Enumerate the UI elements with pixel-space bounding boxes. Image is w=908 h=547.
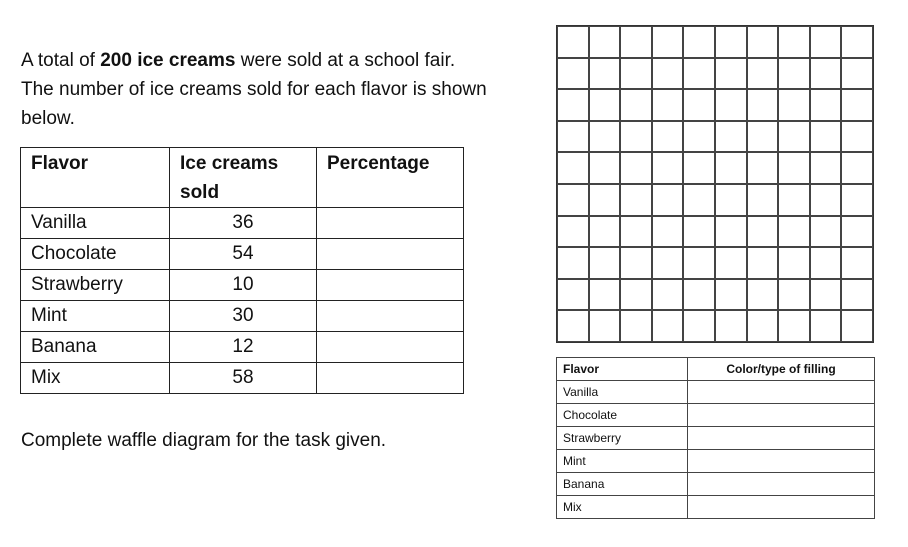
waffle-cell[interactable]: [778, 247, 810, 279]
waffle-cell[interactable]: [715, 26, 747, 58]
waffle-cell[interactable]: [589, 216, 621, 248]
waffle-cell[interactable]: [715, 310, 747, 342]
legend-row: [557, 496, 875, 519]
waffle-cell[interactable]: [620, 152, 652, 184]
legend-header-filling: Color/type of filling: [688, 358, 875, 381]
waffle-cell[interactable]: [747, 310, 779, 342]
legend-flavor: Chocolate: [557, 404, 688, 427]
legend-row: [557, 381, 875, 404]
waffle-cell[interactable]: [810, 279, 842, 311]
waffle-cell[interactable]: [589, 279, 621, 311]
waffle-cell[interactable]: [557, 247, 589, 279]
waffle-cell[interactable]: [841, 279, 873, 311]
header-flavor: Flavor: [21, 148, 170, 208]
waffle-cell[interactable]: [841, 89, 873, 121]
waffle-cell[interactable]: [778, 121, 810, 153]
legend-row: [557, 404, 875, 427]
waffle-cell[interactable]: [620, 58, 652, 90]
waffle-cell[interactable]: [747, 184, 779, 216]
table-row: [21, 270, 464, 301]
waffle-cell[interactable]: [810, 26, 842, 58]
waffle-cell[interactable]: [620, 216, 652, 248]
percentage-cell[interactable]: [317, 301, 464, 332]
sold-cell: 30: [170, 301, 317, 332]
legend-flavor: Vanilla: [557, 381, 688, 404]
sold-cell: 54: [170, 239, 317, 270]
waffle-cell[interactable]: [683, 279, 715, 311]
legend-flavor: Banana: [557, 473, 688, 496]
waffle-cell[interactable]: [715, 247, 747, 279]
waffle-cell[interactable]: [778, 184, 810, 216]
percentage-cell[interactable]: [317, 332, 464, 363]
problem-statement: [21, 46, 531, 133]
waffle-cell[interactable]: [810, 58, 842, 90]
waffle-cell[interactable]: [778, 152, 810, 184]
waffle-cell[interactable]: [841, 216, 873, 248]
waffle-cell[interactable]: [683, 152, 715, 184]
percentage-cell[interactable]: [317, 363, 464, 394]
waffle-cell[interactable]: [747, 89, 779, 121]
waffle-cell[interactable]: [683, 216, 715, 248]
sales-table: [20, 147, 464, 394]
waffle-cell[interactable]: [652, 58, 684, 90]
waffle-cell[interactable]: [841, 310, 873, 342]
waffle-cell[interactable]: [557, 279, 589, 311]
waffle-cell[interactable]: [841, 58, 873, 90]
percentage-cell[interactable]: [317, 239, 464, 270]
waffle-cell[interactable]: [652, 247, 684, 279]
sales-table-header: [21, 148, 464, 208]
legend-row: [557, 473, 875, 496]
legend-flavor: Mint: [557, 450, 688, 473]
waffle-cell[interactable]: [652, 121, 684, 153]
waffle-cell[interactable]: [652, 216, 684, 248]
waffle-cell[interactable]: [589, 247, 621, 279]
flavor-cell: Banana: [21, 332, 170, 363]
table-row: [21, 239, 464, 270]
flavor-cell: Strawberry: [21, 270, 170, 301]
legend-row: [557, 450, 875, 473]
legend-flavor: Mix: [557, 496, 688, 519]
waffle-cell[interactable]: [589, 58, 621, 90]
waffle-cell[interactable]: [778, 310, 810, 342]
percentage-cell[interactable]: [317, 208, 464, 239]
waffle-cell[interactable]: [810, 184, 842, 216]
waffle-cell[interactable]: [810, 152, 842, 184]
table-row: [21, 301, 464, 332]
waffle-cell[interactable]: [810, 216, 842, 248]
waffle-cell[interactable]: [778, 216, 810, 248]
waffle-cell[interactable]: [652, 184, 684, 216]
waffle-cell[interactable]: [589, 184, 621, 216]
table-row: [21, 208, 464, 239]
waffle-cell[interactable]: [620, 89, 652, 121]
intro-suffix: were sold at a school fair.: [235, 50, 456, 71]
waffle-cell[interactable]: [620, 121, 652, 153]
waffle-cell[interactable]: [715, 216, 747, 248]
waffle-cell[interactable]: [778, 279, 810, 311]
waffle-cell[interactable]: [557, 26, 589, 58]
waffle-cell[interactable]: [620, 184, 652, 216]
waffle-cell[interactable]: [841, 247, 873, 279]
sold-cell: 58: [170, 363, 317, 394]
percentage-cell[interactable]: [317, 270, 464, 301]
waffle-cell[interactable]: [557, 121, 589, 153]
waffle-cell[interactable]: [747, 121, 779, 153]
waffle-cell[interactable]: [683, 26, 715, 58]
intro-bold-total: 200 ice creams: [100, 50, 236, 71]
flavor-cell: Mint: [21, 301, 170, 332]
waffle-grid: [556, 25, 874, 343]
header-percentage: Percentage: [317, 148, 464, 208]
waffle-cell[interactable]: [778, 26, 810, 58]
waffle-cell[interactable]: [652, 279, 684, 311]
waffle-cell[interactable]: [747, 279, 779, 311]
waffle-cell[interactable]: [589, 26, 621, 58]
waffle-cell[interactable]: [810, 89, 842, 121]
waffle-cell[interactable]: [747, 58, 779, 90]
legend-filling-cell[interactable]: [688, 473, 875, 496]
waffle-cell[interactable]: [589, 152, 621, 184]
waffle-cell[interactable]: [715, 184, 747, 216]
waffle-cell[interactable]: [557, 89, 589, 121]
waffle-cell[interactable]: [652, 152, 684, 184]
waffle-cell[interactable]: [747, 152, 779, 184]
intro-line-2: The number of ice creams sold for each flavor is shown below.: [21, 79, 487, 129]
waffle-cell[interactable]: [589, 310, 621, 342]
intro-prefix: A total of: [21, 50, 101, 71]
waffle-cell[interactable]: [557, 184, 589, 216]
legend-filling-cell[interactable]: [688, 381, 875, 404]
waffle-cell[interactable]: [778, 89, 810, 121]
waffle-cell[interactable]: [747, 247, 779, 279]
waffle-cell[interactable]: [620, 247, 652, 279]
legend-filling-cell[interactable]: [688, 427, 875, 450]
sold-cell: 12: [170, 332, 317, 363]
waffle-cell[interactable]: [841, 121, 873, 153]
waffle-cell[interactable]: [810, 121, 842, 153]
waffle-cell[interactable]: [589, 121, 621, 153]
legend-filling-cell[interactable]: [688, 450, 875, 473]
waffle-cell[interactable]: [557, 310, 589, 342]
sold-cell: 36: [170, 208, 317, 239]
waffle-cell[interactable]: [683, 310, 715, 342]
waffle-cell[interactable]: [715, 279, 747, 311]
waffle-cell[interactable]: [841, 26, 873, 58]
header-ice-creams-sold: Ice creams sold: [170, 148, 317, 208]
waffle-cell[interactable]: [557, 152, 589, 184]
waffle-cell[interactable]: [810, 247, 842, 279]
legend-row: [557, 427, 875, 450]
waffle-cell[interactable]: [652, 310, 684, 342]
waffle-cell[interactable]: [620, 310, 652, 342]
waffle-cell[interactable]: [841, 152, 873, 184]
waffle-cell[interactable]: [557, 58, 589, 90]
waffle-cell[interactable]: [557, 216, 589, 248]
legend-header-flavor: Flavor: [557, 358, 688, 381]
legend-filling-cell[interactable]: [688, 496, 875, 519]
waffle-cell[interactable]: [715, 89, 747, 121]
waffle-cell[interactable]: [683, 89, 715, 121]
legend-filling-cell[interactable]: [688, 404, 875, 427]
waffle-cell[interactable]: [810, 310, 842, 342]
waffle-cell[interactable]: [652, 89, 684, 121]
legend-flavor: Strawberry: [557, 427, 688, 450]
waffle-cell[interactable]: [589, 89, 621, 121]
flavor-cell: Vanilla: [21, 208, 170, 239]
task-instruction: Complete waffle diagram for the task given.: [21, 430, 387, 451]
table-row: [21, 363, 464, 394]
legend-header: [557, 358, 875, 381]
waffle-cell[interactable]: [683, 247, 715, 279]
flavor-cell: Chocolate: [21, 239, 170, 270]
waffle-cell[interactable]: [620, 279, 652, 311]
waffle-cell[interactable]: [715, 121, 747, 153]
waffle-cell[interactable]: [715, 58, 747, 90]
sold-cell: 10: [170, 270, 317, 301]
waffle-cell[interactable]: [747, 216, 779, 248]
waffle-cell[interactable]: [683, 58, 715, 90]
legend-table: [556, 357, 875, 519]
waffle-cell[interactable]: [778, 58, 810, 90]
waffle-cell[interactable]: [683, 121, 715, 153]
waffle-cell[interactable]: [683, 184, 715, 216]
waffle-cell[interactable]: [747, 26, 779, 58]
table-row: [21, 332, 464, 363]
waffle-cell[interactable]: [652, 26, 684, 58]
waffle-cell[interactable]: [841, 184, 873, 216]
waffle-cell[interactable]: [715, 152, 747, 184]
flavor-cell: Mix: [21, 363, 170, 394]
waffle-cell[interactable]: [620, 26, 652, 58]
